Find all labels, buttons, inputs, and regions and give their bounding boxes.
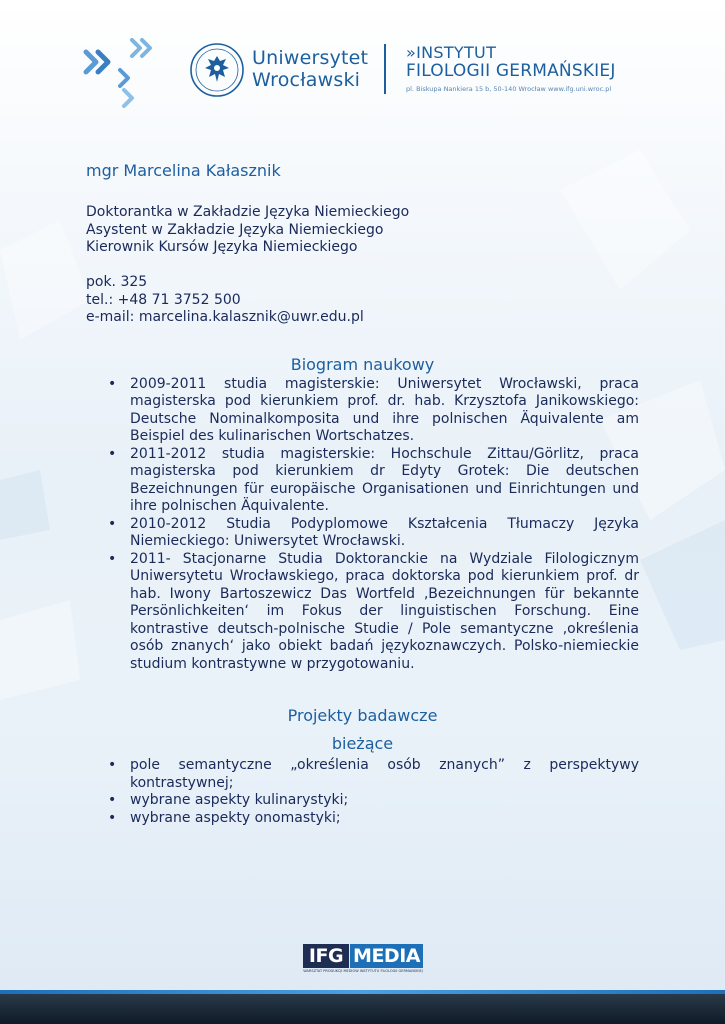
list-item: • 2011-2012 studia magisterskie: Hochschule Zittau/Görlitz, praca magisterska pod kierunkiem dr Edyty Grotek: Die deutschen Bezeichnungen für europäische Organisationen und Einrichtungen und ihre polnischen Äquivalente. [130,446,639,516]
projects-heading: Projekty badawcze [287,706,438,725]
projects-subheading: bieżące [331,734,394,753]
university-seal-icon [189,42,245,98]
university-name [252,47,368,91]
list-item: • 2009-2011 studia magisterskie: Uniwersytet Wrocławski, praca magisterska pod kierunkiem prof. dr. hab. Krzysztofa Janikowskiego: Deutsche Nominalkomposita und ihre polnischen Äquivalente am Beispiel des kulinarischen Wortschatzes. [130,376,639,446]
position-line: Doktorantka w Zakładzie Języka Niemieckiego [86,204,410,220]
positions-block [86,204,639,257]
ifg-logo-text: IFG [303,944,349,968]
list-item: • pole semantyczne „określenia osób znanych” z perspektywy kontrastywnej; [130,757,639,792]
ifg-media-logo [303,944,423,974]
main-content [86,160,639,827]
university-name-line1: Uniwersytet [252,47,369,69]
chevron-logo-icon [80,34,160,114]
letterhead [0,0,725,120]
university-name-line2: Wrocławski [252,69,361,91]
biogram-heading: Biogram naukowy [290,354,435,374]
person-name: mgr Marcelina Kałasznik [86,161,281,180]
projects-list [86,757,639,827]
ifg-tagline: WARSZTAT PRODUKCJI MEDIÓW INSTYTUTU FILOLOGII GERMAŃSKIEJ [303,969,423,973]
institute-address: pl. Biskupa Nankiera 15 b, 50-140 Wrocław www.ifg.uni.wroc.pl [406,85,612,93]
email-address[interactable]: e-mail: marcelina.kalasznik@uwr.edu.pl [86,309,364,325]
position-line: Kierownik Kursów Języka Niemieckiego [86,239,358,255]
list-item: • 2010-2012 Studia Podyplomowe Kształcenia Tłumaczy Języka Niemieckiego: Uniwersytet Wrocławski. [130,516,639,551]
list-item: • wybrane aspekty onomastyki; [130,810,639,828]
institute-name-line1: »INSTYTUT [406,43,497,62]
header-divider [384,44,386,94]
footer-bar [0,994,725,1024]
list-item: • wybrane aspekty kulinarystyki; [130,792,639,810]
position-line: Asystent w Zakładzie Języka Niemieckiego [86,221,384,238]
institute-name-line2: FILOLOGII GERMAŃSKIEJ [406,61,616,81]
contact-block [86,274,639,327]
phone-number: tel.: +48 71 3752 500 [86,291,241,308]
media-logo-text: MEDIA [350,944,423,968]
list-item: • 2011- Stacjonarne Studia Doktoranckie na Wydziale Filologicznym Uniwersytetu Wrocławskiego, praca doktorska pod kierunkiem prof. dr hab. Iwony Bartoszewicz Das Wortfeld ‚Bezeichnungen für bekannte Persönlichkeiten‘ im Fokus der linguistischen Forschung. Eine kontrastive deutsch-polnische Studie / Pole semantyczne ‚określenia osób znanych‘ jako obiekt badań językoznawczych. Polsko-niemieckie studium kontrastywne w przygotowaniu. [130,551,639,674]
room-number: pok. 325 [86,274,148,290]
biogram-list [86,376,639,674]
